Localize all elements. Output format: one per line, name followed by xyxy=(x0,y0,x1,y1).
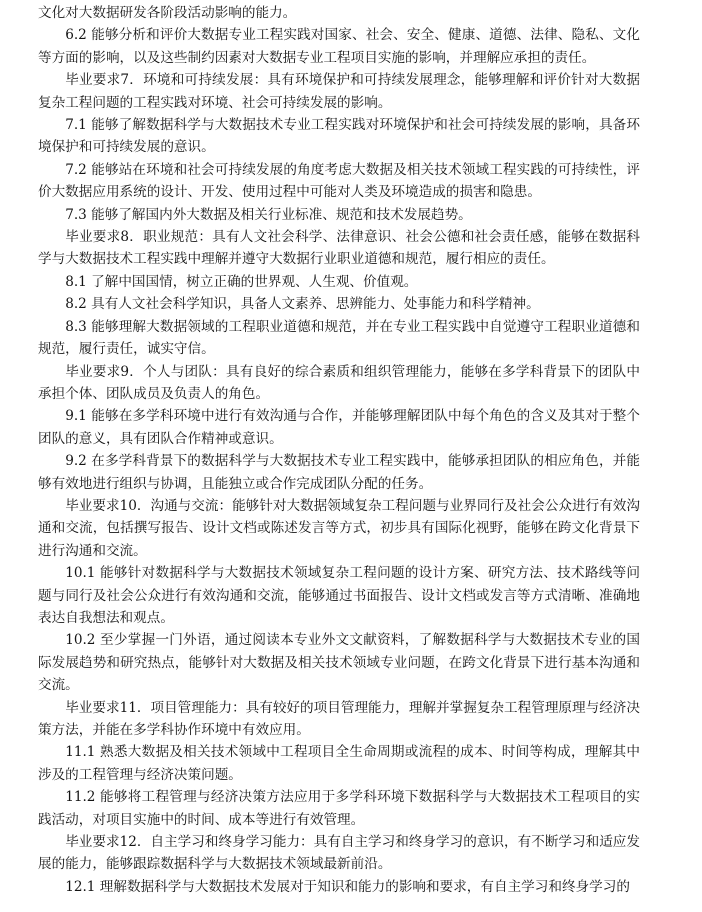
paragraph-7-1: 7.1 能够了解数据科学与大数据技术专业工程实践对环境保护和社会可持续发展的影响，具备环境保护和可持续发展的意识。 xyxy=(38,117,640,156)
paragraph-8-1: 8.1 了解中国国情，树立正确的世界观、人生观、价值观。 xyxy=(65,273,418,290)
paragraph-requirement-7: 毕业要求7．环境和可持续发展：具有环境保护和可持续发展理念，能够理解和评价针对大数据复杂工程问题的工程实践对环境、社会可持续发展的影响。 xyxy=(38,72,640,111)
paragraph-requirement-8: 毕业要求8．职业规范：具有人文社会科学、法律意识、社会公德和社会责任感，能够在数据科学与大数据技术工程实践中理解并遵守大数据行业职业道德和规范，履行相应的责任。 xyxy=(38,229,640,268)
paragraph-requirement-12: 毕业要求12．自主学习和终身学习能力：具有自主学习和终身学习的意识，有不断学习和适应发展的能力，能够跟踪数据科学与大数据技术领域最新前沿。 xyxy=(38,834,640,873)
paragraph-8-3: 8.3 能够理解大数据领域的工程职业道德和规范，并在专业工程实践中自觉遵守工程职业道德和规范，履行责任，诚实守信。 xyxy=(38,318,640,358)
paragraph-requirement-10: 毕业要求10．沟通与交流：能够针对大数据领域复杂工程问题与业界同行及社会公众进行有效沟通和交流，包括撰写报告、设计文档或陈述发言等方式，初步具有国际化视野，能够在跨文化背景下进行沟通和交流。 xyxy=(38,497,640,559)
paragraph-requirement-9: 毕业要求9．个人与团队：具有良好的综合素质和组织管理能力，能够在多学科背景下的团队中承担个体、团队成员及负责人的角色。 xyxy=(38,363,640,402)
paragraph-6-2: 6.2 能够分析和评价大数据专业工程实践对国家、社会、安全、健康、道德、法律、隐私、文化等方面的影响，以及这些制约因素对大数据专业工程项目实施的影响，并理解应承担的责任。 xyxy=(38,27,640,66)
paragraph-10-2: 10.2 至少掌握一门外语，通过阅读本专业外文文献资料，了解数据科学与大数据技术专业的国际发展趋势和研究热点，能够针对大数据及相关技术领域专业问题，在跨文化背景下进行基本沟通和交流。 xyxy=(38,632,640,694)
paragraph-7-3: 7.3 能够了解国内外大数据及相关行业标准、规范和技术发展趋势。 xyxy=(65,206,472,223)
paragraph-11-2: 11.2 能够将工程管理与经济决策方法应用于多学科环境下数据科学与大数据技术工程项目的实践活动，对项目实施中的时间、成本等进行有效管理。 xyxy=(38,789,640,828)
paragraph-11-1: 11.1 熟悉大数据及相关技术领域中工程项目全生命周期或流程的成本、时间等构成，理解其中涉及的工程管理与经济决策问题。 xyxy=(38,744,640,783)
paragraph-8-2: 8.2 具有人文社会科学知识，具备人文素养、思辨能力、处事能力和科学精神。 xyxy=(65,296,540,313)
paragraph-continuation: 文化对大数据研发各阶段活动影响的能力。 xyxy=(38,5,297,21)
paragraph-9-1: 9.1 能够在多学科环境中进行有效沟通与合作，并能够理解团队中每个角色的含义及其对于整个团队的意义，具有团队合作精神或意识。 xyxy=(38,408,640,447)
paragraph-7-2: 7.2 能够站在环境和社会可持续发展的角度考虑大数据及相关技术领域工程实践的可持续性，评价大数据应用系统的设计、开发、使用过程中可能对人类及环境造成的损害和隐患。 xyxy=(38,161,640,201)
paragraph-10-1: 10.1 能够针对数据科学与大数据技术领域复杂工程问题的设计方案、研究方法、技术路线等问题与同行及社会公众进行有效沟通和交流，能够通过书面报告、设计文档或发言等方式清晰、准确地表达自我想法和观点。 xyxy=(38,565,640,626)
paragraph-12-1: 12.1 理解数据科学与大数据技术发展对于知识和能力的影响和要求，有自主学习和终身学习的 xyxy=(65,878,630,895)
paragraph-9-2: 9.2 在多学科背景下的数据科学与大数据技术专业工程实践中，能够承担团队的相应角色，并能够有效地进行组织与协调，且能独立或合作完成团队分配的任务。 xyxy=(38,453,640,492)
paragraph-requirement-11: 毕业要求11．项目管理能力：具有较好的项目管理能力，理解并掌握复杂工程管理原理与经济决策方法，并能在多学科协作环境中有效应用。 xyxy=(38,699,640,738)
